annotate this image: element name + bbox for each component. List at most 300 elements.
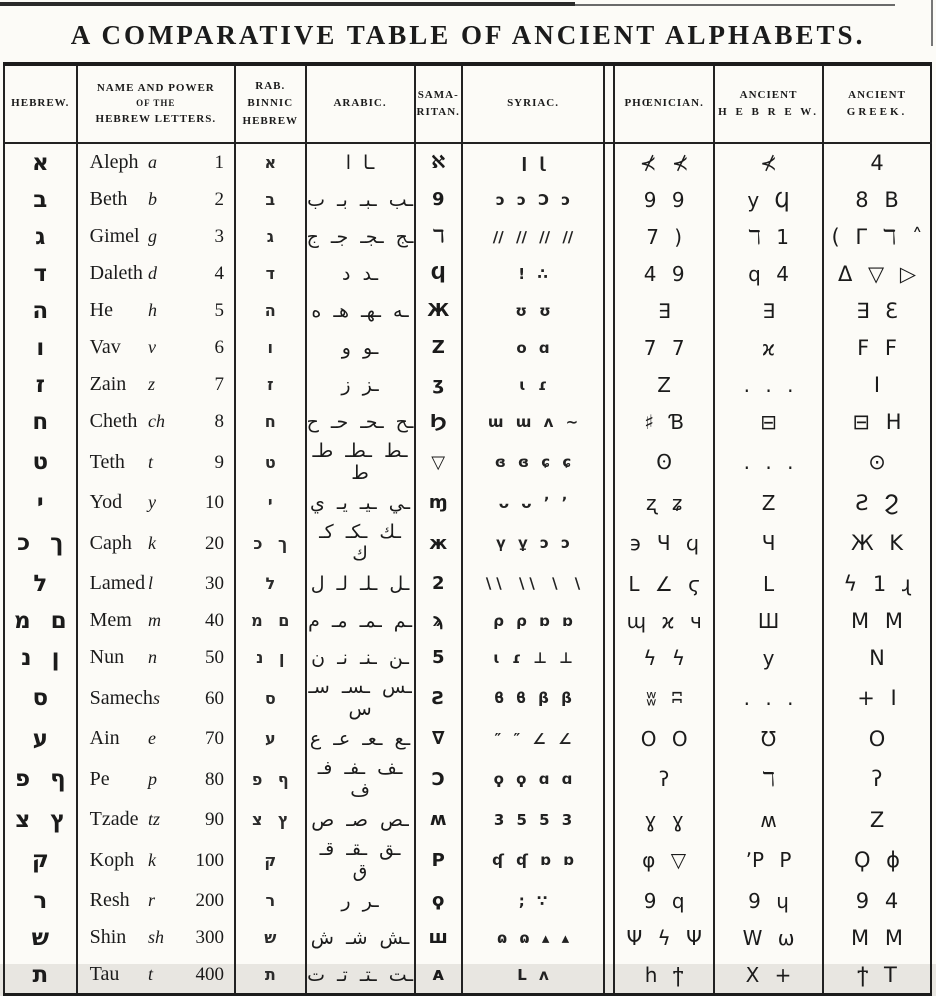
hebrew-letter-cell: צ ץ — [4, 801, 77, 838]
hebrew-letter-cell: ל — [4, 565, 77, 602]
letter-name-cell — [77, 255, 235, 292]
table-row — [4, 565, 931, 602]
column-divider — [604, 64, 614, 143]
arabic-cell: ـه ـهـ هـ ه — [306, 292, 415, 329]
table-row — [4, 403, 931, 440]
arabic-cell: ـط ـطـ طـ ط — [306, 440, 415, 484]
arabic-cell: ـش شـ ش — [306, 919, 415, 956]
ancient-greek-cell: 8 B — [823, 181, 931, 218]
hebrew-letter-cell: ב — [4, 181, 77, 218]
ancient-hebrew-cell: ʍ — [714, 801, 823, 838]
syriac-cell: ɷ ɷ ▴ ▴ — [462, 919, 604, 956]
ancient-greek-cell: M M — [823, 602, 931, 639]
column-divider — [604, 440, 614, 484]
table-row — [4, 919, 931, 956]
syriac-cell: ρ ρ ɒ ɒ — [462, 602, 604, 639]
hebrew-letter-cell: כ ך — [4, 521, 77, 565]
table-row — [4, 521, 931, 565]
letter-value: 7 — [214, 374, 224, 395]
letter-name-cell — [77, 366, 235, 403]
letter-value: 90 — [204, 809, 224, 830]
arabic-cell: ـج ـجـ جـ ج — [306, 218, 415, 255]
table-row — [4, 838, 931, 882]
ancient-greek-cell: ⊟ H — [823, 403, 931, 440]
letter-power: t — [147, 451, 153, 472]
column-divider — [604, 143, 614, 181]
hebrew-letter-cell: ז — [4, 366, 77, 403]
letter-value: 4 — [214, 263, 224, 284]
ancient-hebrew-cell: q 4 — [714, 255, 823, 292]
letter-value: 30 — [204, 573, 224, 594]
ancient-hebrew-cell: . . . — [714, 676, 823, 720]
column-divider — [604, 218, 614, 255]
header-line: RITAN. — [416, 106, 460, 118]
rabbinic-hebrew-cell: ה — [235, 292, 306, 329]
letter-name: Gimel — [89, 225, 140, 247]
column-divider — [604, 956, 614, 995]
rabbinic-hebrew-cell: ת — [235, 956, 306, 995]
phoenician-cell: φ ▽ — [614, 838, 714, 882]
ancient-hebrew-cell: 9 ɥ — [714, 882, 823, 919]
letter-name-cell — [77, 440, 235, 484]
phoenician-cell: ʘ — [614, 440, 714, 484]
arabic-cell: ـت ـتـ تـ ت — [306, 956, 415, 995]
letter-name: Tau — [89, 963, 120, 985]
ancient-greek-cell: M M — [823, 919, 931, 956]
letter-name: Tzade — [89, 808, 139, 830]
ancient-greek-cell: O — [823, 720, 931, 757]
letter-value: 400 — [195, 964, 224, 985]
letter-power: e — [147, 728, 156, 748]
letter-power: y — [147, 492, 156, 512]
phoenician-cell: ϶ Ч ϥ — [614, 521, 714, 565]
header-line: SAMA- — [417, 88, 459, 101]
samaritan-cell: P — [415, 838, 462, 882]
arabic-cell: ـر ر — [306, 882, 415, 919]
letter-power: h — [147, 300, 157, 320]
rabbinic-hebrew-cell: ב — [235, 181, 306, 218]
syriac-cell: ʊ ʊ — [462, 292, 604, 329]
column-divider — [604, 676, 614, 720]
letter-name-cell — [77, 801, 235, 838]
letter-name-cell — [77, 956, 235, 995]
column-header-rabbinic-hebrew — [235, 64, 306, 143]
column-header-ancient-hebrew — [714, 64, 823, 143]
samaritan-cell: Ɔ — [415, 757, 462, 801]
hebrew-letter-cell: ו — [4, 329, 77, 366]
header-line: RAB. — [255, 80, 286, 93]
samaritan-cell: ▽ — [415, 440, 462, 484]
syriac-cell: o ɑ — [462, 329, 604, 366]
phoenician-cell: ʔ — [614, 757, 714, 801]
letter-name: Resh — [89, 889, 130, 911]
letter-value: 10 — [204, 492, 224, 513]
header-line: ANCIENT — [848, 88, 906, 101]
letter-name: Lamed — [89, 572, 146, 594]
rabbinic-hebrew-cell: ק — [235, 838, 306, 882]
syriac-cell: ″ ″ ∠ ∠ — [462, 720, 604, 757]
rabbinic-hebrew-cell: ש — [235, 919, 306, 956]
column-divider — [604, 602, 614, 639]
arabic-cell: ـح ـحـ حـ ح — [306, 403, 415, 440]
samaritan-cell: ℸ — [415, 218, 462, 255]
arabic-cell: ـس ـسـ سـ س — [306, 676, 415, 720]
column-divider — [604, 403, 614, 440]
header-line: H E B R E W. — [718, 106, 819, 118]
syriac-cell: 3 5 5 3 — [462, 801, 604, 838]
letter-value: 3 — [214, 226, 224, 247]
column-divider — [604, 255, 614, 292]
arabic-cell: ـع ـعـ عـ ع — [306, 720, 415, 757]
ancient-hebrew-cell: Ш — [714, 602, 823, 639]
ancient-hebrew-cell: Z — [714, 484, 823, 521]
samaritan-cell: ʒ — [415, 366, 462, 403]
table-row — [4, 218, 931, 255]
letter-power: l — [147, 573, 153, 593]
header-line: GREEK. — [846, 106, 908, 118]
phoenician-cell: ɣ ɣ — [614, 801, 714, 838]
table-row — [4, 676, 931, 720]
letter-value: 50 — [204, 647, 224, 668]
column-divider — [604, 838, 614, 882]
letter-value: 8 — [214, 411, 224, 432]
ancient-hebrew-cell: ʼP P — [714, 838, 823, 882]
samaritan-cell: Ƨ — [415, 676, 462, 720]
letter-name: Nun — [89, 646, 125, 668]
hebrew-letter-cell: ט — [4, 440, 77, 484]
phoenician-cell: 4 9 — [614, 255, 714, 292]
samaritan-cell: ϡ — [415, 602, 462, 639]
column-divider — [604, 919, 614, 956]
ancient-hebrew-cell: L — [714, 565, 823, 602]
arabic-cell: ـق ـقـ قـ ق — [306, 838, 415, 882]
scan-artifact-line — [575, 4, 895, 6]
ancient-greek-cell: 4 — [823, 143, 931, 181]
ancient-greek-cell: Ƨ Ϩ — [823, 484, 931, 521]
ancient-greek-cell: ⊙ — [823, 440, 931, 484]
hebrew-letter-cell: ש — [4, 919, 77, 956]
samaritan-cell: Ж — [415, 292, 462, 329]
syriac-cell: ; ∵ — [462, 882, 604, 919]
header-line: BINNIC — [247, 97, 294, 110]
rabbinic-hebrew-cell: ג — [235, 218, 306, 255]
letter-name-cell — [77, 218, 235, 255]
table-row — [4, 639, 931, 676]
phoenician-cell: Z — [614, 366, 714, 403]
ancient-hebrew-cell: Ʊ — [714, 720, 823, 757]
syriac-cell: ᴗ ᴗ ʼ ʼ — [462, 484, 604, 521]
letter-name-cell — [77, 565, 235, 602]
column-divider — [604, 565, 614, 602]
ancient-hebrew-cell: ⊀ — [714, 143, 823, 181]
hebrew-letter-cell: ס — [4, 676, 77, 720]
arabic-cell: ـم ـمـ مـ م — [306, 602, 415, 639]
letter-power: z — [147, 374, 155, 394]
letter-name-cell — [77, 838, 235, 882]
letter-name-cell — [77, 919, 235, 956]
letter-name: Aleph — [89, 151, 139, 173]
samaritan-cell: ʍ — [415, 801, 462, 838]
rabbinic-hebrew-cell: צ ץ — [235, 801, 306, 838]
hebrew-letter-cell: מ ם — [4, 602, 77, 639]
hebrew-letter-cell: ת — [4, 956, 77, 995]
letter-name-cell — [77, 757, 235, 801]
ancient-greek-cell: Ж K — [823, 521, 931, 565]
ancient-hebrew-cell: y — [714, 639, 823, 676]
phoenician-cell: h ϯ — [614, 956, 714, 995]
phoenician-cell: ʐ ʑ — [614, 484, 714, 521]
letter-name: Daleth — [89, 262, 143, 284]
samaritan-cell: ᴀ — [415, 956, 462, 995]
phoenician-cell: Ψ ϟ Ψ — [614, 919, 714, 956]
letter-name-cell — [77, 329, 235, 366]
table-row — [4, 440, 931, 484]
letter-name: Mem — [89, 609, 132, 631]
letter-power: b — [147, 189, 157, 209]
arabic-cell: ـن ـنـ نـ ن — [306, 639, 415, 676]
samaritan-cell: Ϥ — [415, 255, 462, 292]
letter-value: 9 — [214, 451, 224, 473]
letter-value: 40 — [204, 610, 224, 631]
letter-value: 200 — [195, 890, 224, 911]
letter-power: v — [147, 337, 156, 357]
letter-power: m — [147, 610, 161, 630]
letter-name-cell — [77, 292, 235, 329]
table-row — [4, 484, 931, 521]
rabbinic-hebrew-cell: ט — [235, 440, 306, 484]
letter-name: Vav — [89, 336, 121, 358]
table-row — [4, 602, 931, 639]
table-row — [4, 956, 931, 995]
phoenician-cell: L ∠ ϛ — [614, 565, 714, 602]
column-divider — [604, 484, 614, 521]
letter-power: p — [147, 768, 157, 789]
column-header-name-power — [77, 64, 235, 143]
column-header-hebrew: HEBREW. — [4, 64, 77, 143]
syriac-cell: ϙ ϙ ɑ ɑ — [462, 757, 604, 801]
arabic-cell: ـي ـيـ يـ ي — [306, 484, 415, 521]
samaritan-cell: ϙ — [415, 882, 462, 919]
column-divider — [604, 720, 614, 757]
letter-power: t — [147, 964, 153, 984]
header-line: HEBREW LETTERS. — [95, 112, 217, 125]
rabbinic-hebrew-cell: ר — [235, 882, 306, 919]
hebrew-letter-cell: ג — [4, 218, 77, 255]
table-row — [4, 329, 931, 366]
scan-artifact-line — [0, 2, 575, 6]
letter-name-cell — [77, 403, 235, 440]
syriac-cell: ɯ ɯ ʌ ∼ — [462, 403, 604, 440]
samaritan-cell: ∇ — [415, 720, 462, 757]
arabic-cell: ـل ـلـ لـ ل — [306, 565, 415, 602]
ancient-greek-cell: ( Γ ℸ ˄ — [823, 218, 931, 255]
ancient-greek-cell: 9 4 — [823, 882, 931, 919]
phoenician-cell: 7 ) — [614, 218, 714, 255]
arabic-cell: ـز ز — [306, 366, 415, 403]
arabic-cell: ـب ـبـ بـ ب — [306, 181, 415, 218]
ancient-hebrew-cell: Ч — [714, 521, 823, 565]
samaritan-cell: ɱ — [415, 484, 462, 521]
samaritan-cell: Z — [415, 329, 462, 366]
rabbinic-hebrew-cell: א — [235, 143, 306, 181]
arabic-cell: ـك ـكـ كـ ك — [306, 521, 415, 565]
hebrew-letter-cell: ד — [4, 255, 77, 292]
letter-power: n — [147, 647, 157, 667]
ancient-hebrew-cell: W ω — [714, 919, 823, 956]
ancient-hebrew-cell: . . . — [714, 366, 823, 403]
rabbinic-hebrew-cell: נ ן — [235, 639, 306, 676]
phoenician-cell: ♯ Ɓ — [614, 403, 714, 440]
letter-name: Shin — [89, 926, 127, 948]
letter-name: Teth — [89, 450, 125, 473]
header-line: HEBREW — [242, 114, 299, 127]
letter-name-cell — [77, 181, 235, 218]
phoenician-cell: ɰ ϰ ч — [614, 602, 714, 639]
rabbinic-hebrew-cell: מ ם — [235, 602, 306, 639]
ancient-hebrew-cell: ℸ — [714, 757, 823, 801]
letter-name: Pe — [89, 767, 110, 790]
letter-value: 70 — [204, 728, 224, 749]
arabic-cell: ـو و — [306, 329, 415, 366]
arabic-cell: ـص صـ ص — [306, 801, 415, 838]
page-title: A COMPARATIVE TABLE OF ANCIENT ALPHABETS. — [70, 20, 866, 50]
column-divider — [604, 757, 614, 801]
hebrew-letter-cell: ה — [4, 292, 77, 329]
ancient-greek-cell: Ϙ ϕ — [823, 838, 931, 882]
ancient-greek-cell: N — [823, 639, 931, 676]
ancient-greek-cell: I — [823, 366, 931, 403]
table-row — [4, 255, 931, 292]
letter-name: He — [89, 299, 113, 321]
phoenician-cell: 9 9 — [614, 181, 714, 218]
letter-power: g — [147, 226, 157, 246]
ancient-hebrew-cell: ϰ — [714, 329, 823, 366]
syriac-cell: L ʌ — [462, 956, 604, 995]
header-row — [4, 64, 931, 143]
ancient-hebrew-cell: X + — [714, 956, 823, 995]
rabbinic-hebrew-cell: פ ף — [235, 757, 306, 801]
column-divider — [604, 801, 614, 838]
header-line: ANCIENT — [739, 88, 798, 101]
samaritan-cell: 2 — [415, 565, 462, 602]
header-line: OF THE — [136, 98, 176, 109]
letter-power: ch — [147, 411, 165, 431]
rabbinic-hebrew-cell: ו — [235, 329, 306, 366]
column-divider — [604, 292, 614, 329]
arabic-cell: ـا ا — [306, 143, 415, 181]
column-header-syriac: SYRIAC. — [462, 64, 604, 143]
samaritan-cell: 5 — [415, 639, 462, 676]
letter-name-cell — [77, 521, 235, 565]
phoenician-cell: ∃ — [614, 292, 714, 329]
ancient-greek-cell: Δ ▽ ▷ — [823, 255, 931, 292]
letter-name: Yod — [89, 491, 123, 513]
letter-name-cell — [77, 602, 235, 639]
syriac-cell: ∖∖ ∖∖ ∖ ∖ — [462, 565, 604, 602]
table-row — [4, 292, 931, 329]
rabbinic-hebrew-cell: כ ך — [235, 521, 306, 565]
column-header-arabic: ARABIC. — [306, 64, 415, 143]
column-header-phoenician: PHŒNICIAN. — [614, 64, 714, 143]
letter-name: Caph — [89, 531, 132, 554]
syriac-cell: ∕∕ ∕∕ ∕∕ ∕∕ — [462, 218, 604, 255]
letter-value: 60 — [204, 687, 224, 709]
rabbinic-hebrew-cell: י — [235, 484, 306, 521]
syriac-cell: ɩ ɾ ⊥ ⊥ — [462, 639, 604, 676]
rabbinic-hebrew-cell: ל — [235, 565, 306, 602]
column-divider — [604, 639, 614, 676]
letter-power: a — [147, 152, 157, 172]
arabic-cell: ـف ـفـ فـ ف — [306, 757, 415, 801]
letter-name: Koph — [89, 848, 135, 871]
phoenician-cell: O O — [614, 720, 714, 757]
alphabet-comparison-table — [3, 62, 932, 996]
ancient-greek-cell: F Ϝ — [823, 329, 931, 366]
hebrew-letter-cell: ע — [4, 720, 77, 757]
hebrew-letter-cell: י — [4, 484, 77, 521]
hebrew-letter-cell: ח — [4, 403, 77, 440]
syriac-cell: ! ∴ — [462, 255, 604, 292]
ancient-greek-cell: ∃ Ɛ — [823, 292, 931, 329]
letter-name: Zain — [89, 373, 127, 395]
letter-name: Beth — [89, 188, 128, 210]
column-divider — [604, 181, 614, 218]
letter-value: 2 — [214, 189, 224, 210]
letter-value: 5 — [214, 300, 224, 321]
letter-name-cell — [77, 484, 235, 521]
ancient-greek-cell: ϟ 1 ɻ — [823, 565, 931, 602]
syriac-cell: ɞ ɞ ɕ ɕ — [462, 440, 604, 484]
column-header-samaritan — [415, 64, 462, 143]
table-row — [4, 882, 931, 919]
ancient-greek-cell: + I — [823, 676, 931, 720]
letter-value: 6 — [214, 337, 224, 358]
samaritan-cell: ш — [415, 919, 462, 956]
letter-power: sh — [147, 927, 164, 947]
letter-name-cell — [77, 882, 235, 919]
samaritan-cell: ℵ — [415, 143, 462, 181]
letter-value: 80 — [204, 768, 224, 790]
ancient-greek-cell: ϯ T — [823, 956, 931, 995]
table-row — [4, 366, 931, 403]
phoenician-cell: ʬ ʭ — [614, 676, 714, 720]
letter-value: 1 — [214, 152, 224, 173]
phoenician-cell: 9 q — [614, 882, 714, 919]
letter-value: 20 — [204, 532, 224, 554]
letter-name: Ain — [89, 727, 120, 749]
syriac-cell: ʠ ʠ ɒ ɒ — [462, 838, 604, 882]
table-row — [4, 143, 931, 181]
column-header-ancient-greek — [823, 64, 931, 143]
hebrew-letter-cell: ר — [4, 882, 77, 919]
syriac-cell: ɔ ɔ Ɔ ɔ — [462, 181, 604, 218]
syriac-cell: ǀ ɭ — [462, 143, 604, 181]
rabbinic-hebrew-cell: ח — [235, 403, 306, 440]
letter-power: k — [147, 532, 156, 553]
ancient-hebrew-cell: ⊟ — [714, 403, 823, 440]
samaritan-cell: 9 — [415, 181, 462, 218]
letter-power: d — [147, 263, 157, 283]
column-divider — [604, 329, 614, 366]
letter-power: k — [147, 849, 156, 870]
letter-value: 100 — [195, 849, 224, 871]
letter-power: s — [152, 687, 160, 708]
rabbinic-hebrew-cell: ד — [235, 255, 306, 292]
rabbinic-hebrew-cell: ז — [235, 366, 306, 403]
table-row — [4, 757, 931, 801]
letter-name-cell — [77, 720, 235, 757]
hebrew-letter-cell: ק — [4, 838, 77, 882]
